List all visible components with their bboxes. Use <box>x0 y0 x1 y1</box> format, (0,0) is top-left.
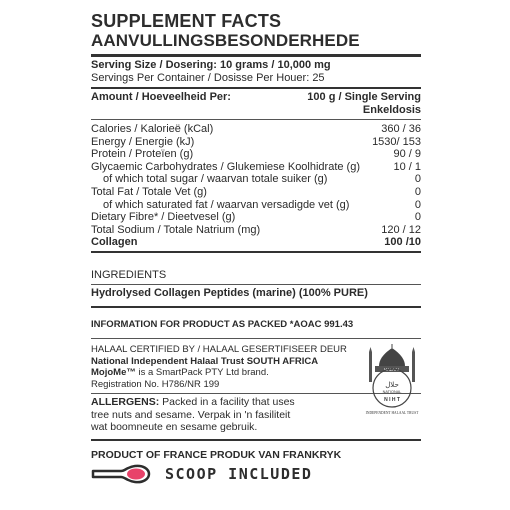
divider <box>91 119 421 120</box>
nutrient-value: 360 / 36 <box>381 123 421 135</box>
nutrient-row <box>91 186 421 199</box>
nutrient-label: Energy / Energie (kJ) <box>91 135 195 148</box>
nutrient-row <box>91 148 421 161</box>
seal-top-text: HALAAL <box>383 367 401 373</box>
nutrient-row <box>91 161 421 174</box>
halal-line2: National Independent Halaal Trust SOUTH AFRICA <box>91 355 319 367</box>
servings-per-container: Servings Per Container / Dosisse Per Houer: 25 <box>91 72 325 84</box>
nutrient-label: of which saturated fat / waarvan versadigde vet (g) <box>103 198 350 211</box>
brand-name: MojoMe™ <box>91 367 136 379</box>
amount-columns <box>307 91 421 117</box>
divider <box>91 306 421 308</box>
divider <box>91 284 421 285</box>
nutrient-row <box>91 173 421 186</box>
nutrient-label: Collagen <box>91 236 138 249</box>
nutrient-value: 100 /10 <box>384 236 421 249</box>
nutrient-label: Total Fat / Totale Vet (g) <box>91 185 207 198</box>
nutrient-value: 0 <box>414 173 421 186</box>
nutrient-value: 1530/ 153 <box>372 135 421 148</box>
nutrient-value: 120 / 12 <box>381 223 421 236</box>
divider <box>91 338 421 339</box>
seal-mid-text: NATIONAL <box>382 390 402 395</box>
panel-title: SUPPLEMENT FACTS <box>91 11 282 31</box>
nutrient-value: 10 / 1 <box>393 160 421 173</box>
halal-seal-icon <box>359 344 425 418</box>
nutrient-label: Calories / Kalorieë (kCal) <box>91 123 214 135</box>
supplement-facts-panel <box>91 12 421 462</box>
info-note: INFORMATION FOR PRODUCT AS PACKED *AOAC 991.43 <box>91 318 354 330</box>
halal-line1: HALAAL CERTIFIED BY / HALAAL GESERTIFISEER DEUR <box>91 344 347 356</box>
serving-size: Serving Size / Dosering: 10 grams / 10,000 mg <box>91 59 331 71</box>
nutrient-value: 0 <box>414 198 421 211</box>
amount-col2: Enkeldosis <box>362 104 421 116</box>
brand-note: is a SmartPack PTY Ltd brand. <box>135 367 269 379</box>
nutrient-row <box>91 199 421 212</box>
divider <box>91 439 421 441</box>
seal-arabic-text: حلال <box>385 381 399 390</box>
nutrient-value: 0 <box>414 185 421 198</box>
amount-col1: 100 g / Single Serving <box>307 91 421 103</box>
nutrient-value: 90 / 9 <box>393 148 421 161</box>
divider <box>91 251 421 253</box>
nutrient-label: Glycaemic Carbohydrates / Glukemiese Koolhidrate (g) <box>91 160 361 173</box>
nutrient-label: Dietary Fibre* / Dieetvesel (g) <box>91 211 236 224</box>
nutrient-label: Protein / Proteïen (g) <box>91 148 194 161</box>
nutrient-row <box>91 136 421 149</box>
nutrient-label: Total Sodium / Totale Natrium (mg) <box>91 223 261 236</box>
allergens-label: ALLERGENS: <box>91 396 160 409</box>
scoop-included-text: SCOOP INCLUDED <box>165 465 313 483</box>
panel-subtitle: AANVULLINGSBESONDERHEDE <box>91 31 360 50</box>
ingredients-text: Hydrolysed Collagen Peptides (marine) (100% PURE) <box>91 286 368 299</box>
allergens-text3: wat boomneute en sesame gebruik. <box>91 421 258 434</box>
registration-no: Registration No. H786/NR 199 <box>91 378 220 390</box>
scoop-banner <box>91 460 421 488</box>
amount-header <box>91 91 421 117</box>
ingredients-heading: INGREDIENTS <box>91 268 167 281</box>
nutrient-value: 0 <box>414 211 421 224</box>
divider <box>91 87 421 89</box>
nutrient-row <box>91 123 421 136</box>
nutrient-row <box>91 236 421 249</box>
nutrient-row <box>91 224 421 237</box>
nutrient-label: of which total sugar / waarvan totale suiker (g) <box>103 173 328 186</box>
nutrient-row <box>91 211 421 224</box>
amount-label: Amount / Hoeveelheid Per: <box>91 91 231 103</box>
scoop-icon <box>91 461 151 487</box>
nutrient-list <box>91 123 421 249</box>
origin: PRODUCT OF FRANCE PRODUK VAN FRANKRYK <box>91 448 342 461</box>
allergens-text1: Packed in a facility that uses <box>159 396 295 409</box>
seal-bottom-text: INDEPENDENT HALAAL TRUST <box>365 411 419 416</box>
seal-letters: N I H T <box>384 397 400 404</box>
allergens-text2: tree nuts and sesame. Verpak in 'n fasiliteit <box>91 408 291 421</box>
divider <box>91 54 421 57</box>
